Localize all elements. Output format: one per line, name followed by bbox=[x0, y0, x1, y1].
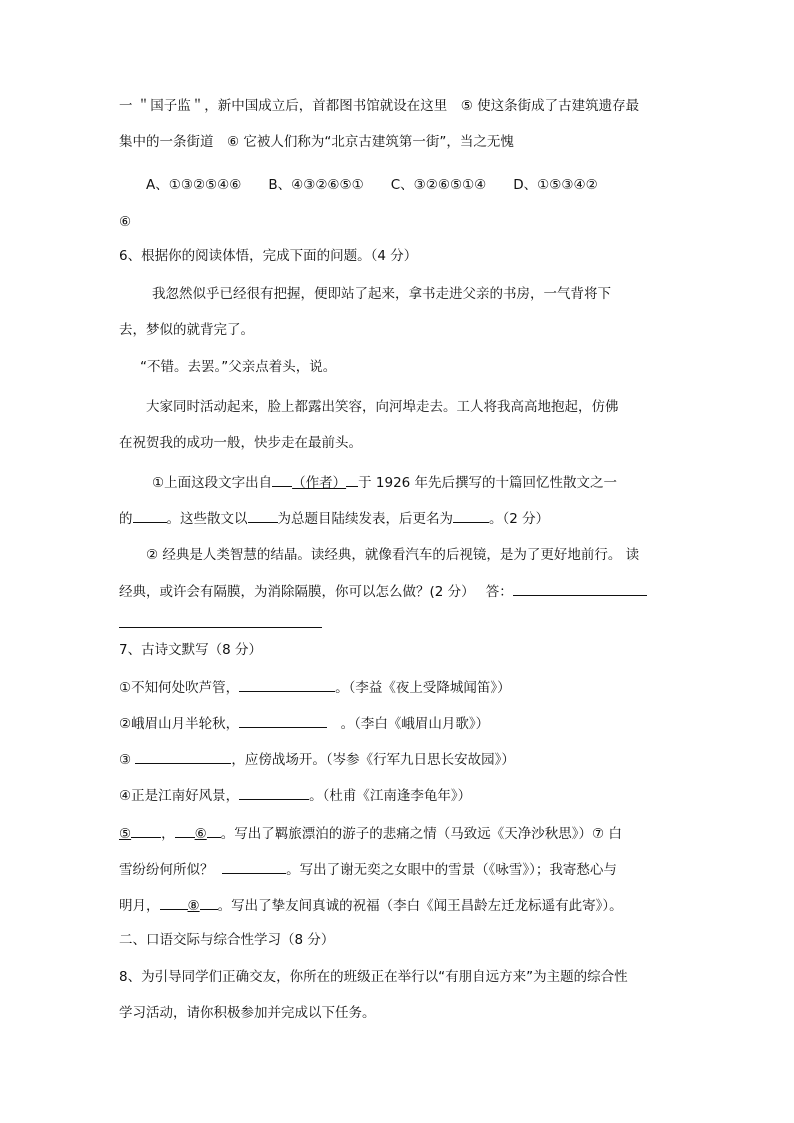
recite-text: ，应傍战场开。（岑参《行军九日思长安故园》） bbox=[231, 752, 515, 768]
question-8-cont: 学习活动，请你积极参加并完成以下任务。 bbox=[119, 1005, 376, 1021]
recite-text: 。（李白《峨眉山月歌》） bbox=[340, 716, 490, 732]
recite-text: 明月， bbox=[119, 898, 160, 914]
answer-blank[interactable] bbox=[175, 823, 195, 838]
text-line: 一 ＂国子监＂，新中国成立后，首都图书馆就设在这里 ⑤ 使这条街成了古建筑遗存最 bbox=[119, 98, 640, 114]
blank-label-5[interactable]: ⑤ bbox=[119, 826, 132, 842]
answer-blank[interactable] bbox=[513, 581, 647, 596]
question-7-heading: 7、古诗文默写（8 分） bbox=[119, 642, 262, 658]
question-6-heading: 6、根据你的阅读体悟，完成下面的问题。（4 分） bbox=[119, 248, 418, 264]
recite-line bbox=[119, 785, 471, 806]
answer-blank[interactable] bbox=[239, 677, 335, 692]
subquestion-text: 经典，或许会有隔膜，为消除隔膜，你可以怎么做？(2 分） 答： bbox=[119, 584, 513, 600]
section-2-heading: 二、口语交际与综合性学习（8 分） bbox=[119, 932, 335, 948]
answer-blank[interactable] bbox=[239, 785, 309, 800]
recite-line bbox=[119, 677, 511, 698]
passage-paragraph: 我忽然似乎已经很有把握，便即站了起来，拿书走进父亲的书房，一气背将下 bbox=[152, 286, 611, 302]
subquestion-text: 。（2 分） bbox=[489, 511, 550, 527]
recite-line bbox=[119, 749, 515, 770]
subquestion-2: ② 经典是人类智慧的结晶。读经典，就像看汽车的后视镜，是为了更好地前行。 读 bbox=[146, 547, 640, 563]
answer-blank[interactable] bbox=[222, 859, 286, 874]
recite-text: 。写出了挚友间真诚的祝福（李白《闻王昌龄左迁龙标遥有此寄》）。 bbox=[217, 898, 623, 914]
answer-blank[interactable] bbox=[239, 713, 327, 728]
blank-label-6[interactable]: ⑥ bbox=[194, 826, 207, 842]
recite-text: ①不知何处吹芦管， bbox=[119, 680, 240, 696]
recite-line bbox=[119, 823, 622, 844]
subquestion-text: ①上面这段文字出自 bbox=[152, 475, 273, 491]
answer-blank[interactable] bbox=[133, 508, 167, 523]
passage-paragraph: 去，梦似的就背完了。 bbox=[119, 322, 254, 338]
answer-rule[interactable] bbox=[119, 627, 322, 628]
question-8: 8、为引导同学们正确交友，你所在的班级正在举行以“有朋自远方来”为主题的综合性 bbox=[119, 969, 628, 985]
recite-text: 雪纷纷何所似？ bbox=[119, 862, 214, 878]
author-blank[interactable]: （作者） bbox=[292, 475, 347, 491]
subquestion-text: 。这些散文以 bbox=[166, 511, 248, 527]
answer-blank[interactable] bbox=[135, 749, 231, 764]
answer-blank[interactable] bbox=[160, 895, 188, 910]
recite-text: 。写出了羁旅漂泊的游子的悲痛之情（马致远《天净沙秋思》）⑦ 白 bbox=[220, 826, 622, 842]
blank-label-8[interactable]: ⑧ bbox=[187, 898, 200, 914]
recite-text: ， bbox=[161, 826, 175, 842]
answer-blank[interactable] bbox=[272, 472, 292, 487]
subquestion-1-cont bbox=[119, 508, 549, 529]
recite-text: ③ bbox=[119, 752, 132, 768]
recite-text: ②峨眉山月半轮秋， bbox=[119, 716, 240, 732]
recite-text: ④正是江南好风景， bbox=[119, 788, 240, 804]
answer-blank[interactable] bbox=[346, 472, 358, 487]
passage-paragraph: 大家同时活动起来，脸上都露出笑容，向河埠走去。工人将我高高地抱起，仿佛 bbox=[146, 399, 619, 415]
passage-paragraph: “不错。去罢。”父亲点着头，说。 bbox=[140, 359, 337, 375]
answer-blank[interactable] bbox=[131, 823, 161, 838]
subquestion-2-cont bbox=[119, 581, 647, 602]
subquestion-text: 为总题目陆续发表，后更名为 bbox=[277, 511, 453, 527]
answer-blank[interactable] bbox=[200, 895, 218, 910]
subquestion-text: 于 1926 年先后撰写的十篇回忆性散文之一 bbox=[358, 475, 618, 491]
answer-options: A、①③②⑤④⑥ B、④③②⑥⑤① C、③②⑥⑤①④ D、①⑤③④② bbox=[146, 177, 598, 193]
subquestion-1 bbox=[152, 472, 617, 493]
answer-blank[interactable] bbox=[453, 508, 489, 523]
recite-line bbox=[119, 859, 617, 880]
answer-options-wrap: ⑥ bbox=[119, 214, 132, 230]
text-line: 集中的一条街道 ⑥ 它被人们称为“北京古建筑第一街”，当之无愧 bbox=[119, 134, 514, 150]
passage-paragraph: 在祝贺我的成功一般，快步走在最前头。 bbox=[119, 435, 362, 451]
subquestion-text: 的 bbox=[119, 511, 133, 527]
recite-text: 。（李益《夜上受降城闻笛》） bbox=[335, 680, 511, 696]
recite-line bbox=[119, 895, 623, 916]
recite-text: 。（杜甫《江南逢李龟年》） bbox=[309, 788, 472, 804]
answer-blank[interactable] bbox=[207, 823, 221, 838]
recite-line bbox=[119, 713, 489, 734]
answer-blank[interactable] bbox=[248, 508, 278, 523]
recite-text: 。写出了谢无奕之女眼中的雪景（《咏雪》）；我寄愁心与 bbox=[286, 862, 617, 878]
